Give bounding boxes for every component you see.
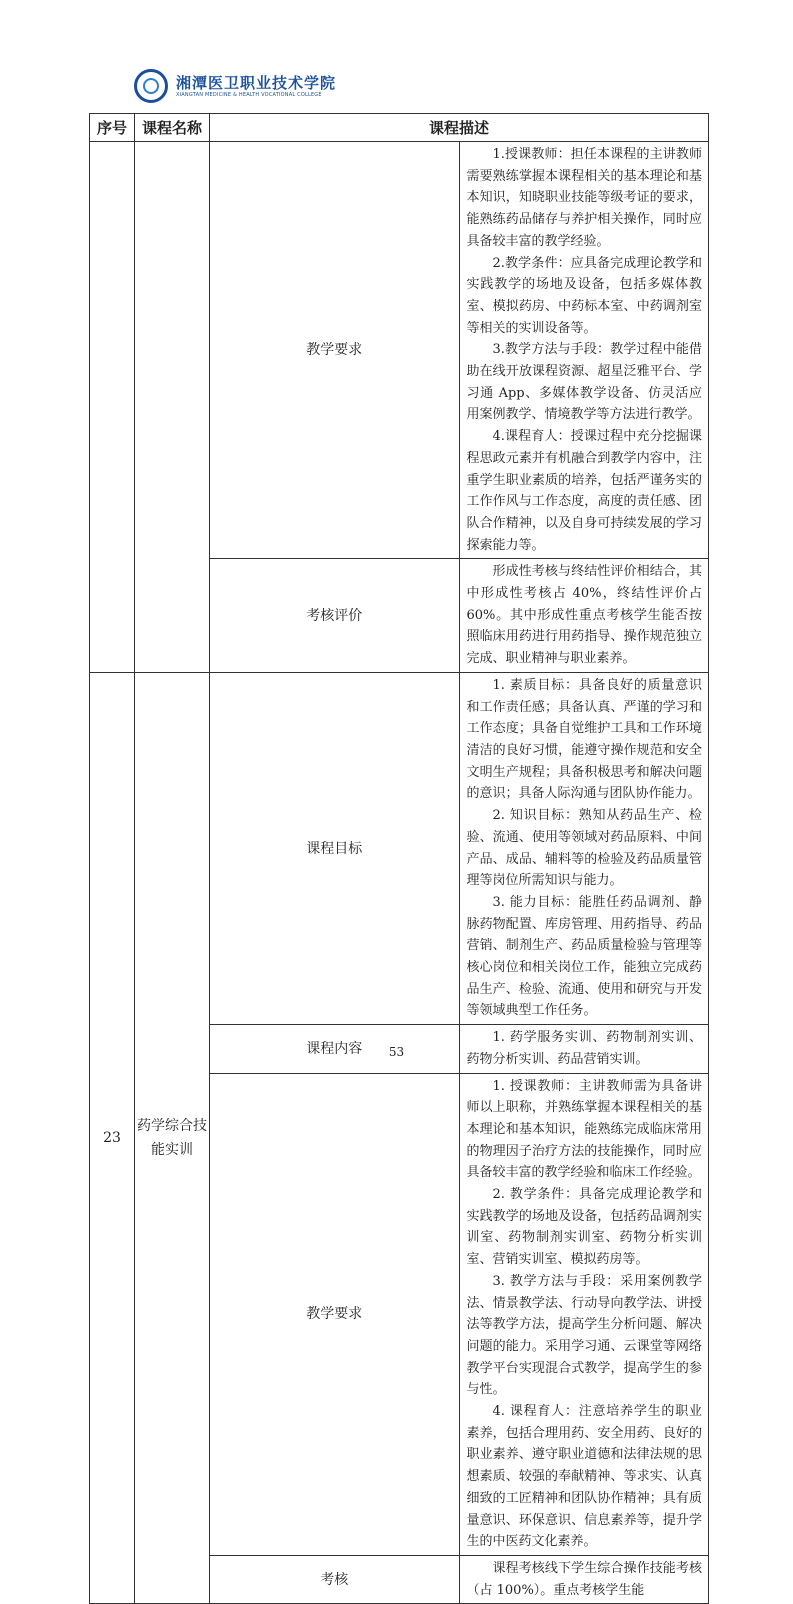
header-desc: 课程描述 <box>210 114 709 142</box>
prev-name-cell <box>135 142 210 673</box>
list-item: 2. 教学条件：具备完成理论教学和实践教学的场地及设备，包括药品调剂实训室、药物制剂实训室、药物分析实训室、营销实训室、模拟药房等。 <box>466 1187 702 1268</box>
course-table <box>89 113 709 1604</box>
table-row <box>90 142 709 559</box>
list-item: 1. 素质目标：具备良好的质量意识和工作责任感；具备认真、严谨的学习和工作态度；具备自觉维护工具和工作环境清洁的良好习惯，能遵守操作规范和安全文明生产规程；具备积极思考和解决问题的意识；具备人际沟通与团队协作能力。 <box>466 677 702 802</box>
course-no: 23 <box>90 672 135 1604</box>
assessment-label: 考核 <box>210 1556 460 1604</box>
header-name: 课程名称 <box>135 114 210 142</box>
course-content: 1. 药学服务实训、药物制剂实训、药物分析实训、药品营销实训。 <box>459 1025 709 1073</box>
list-item: 3. 能力目标：能胜任药品调剂、静脉药物配置、库房管理、用药指导、药品营销、制剂生产、药品质量检验与管理等核心岗位和相关岗位工作，能独立完成药品生产、检验、流通、使用和研究与开发等领域典型工作任务。 <box>466 894 702 1019</box>
prev-teaching-req <box>459 142 709 559</box>
page-header <box>134 66 336 106</box>
list-item: 1.授课教师：担任本课程的主讲教师需要熟练掌握本课程相关的基本理论和基本知识，知晓职业技能等级考证的要求，能熟练药品储存与养护相关操作，同时应具备较丰富的教学经验。 <box>466 147 702 249</box>
list-item: 2. 知识目标：熟知从药品生产、检验、流通、使用等领域对药品原料、中间产品、成品、辅料等的检验及药品质量管理等岗位所需知识与能力。 <box>466 808 702 889</box>
course-name: 药学综合技能实训 <box>135 672 210 1604</box>
assessment: 课程考核线下学生综合操作技能考核（占 100%）。重点考核学生能 <box>459 1556 709 1604</box>
school-name-en: XIANGTAN MEDICINE & HEALTH VOCATIONAL COLLEGE <box>176 92 322 98</box>
table-header-row <box>90 114 709 142</box>
list-item: 2.教学条件：应具备完成理论教学和实践教学的场地及设备，包括多媒体教室、模拟药房、中药标本室、中药调剂室等相关的实训设备等。 <box>466 255 702 336</box>
content-label: 课程内容 <box>210 1025 460 1073</box>
course-goals <box>459 672 709 1024</box>
list-item: 4. 课程育人：注意培养学生的职业素养，包括合理用药、安全用药、良好的职业素养、遵守职业道德和法律法规的思想素质、较强的奉献精神、等求实、认真细致的工匠精神和团队协作精神；具有质量意识、环保意识、信息素养等，提升学生的中医药文化素养。 <box>466 1404 702 1550</box>
list-item: 1. 授课教师：主讲教师需为具备讲师以上职称，并熟练掌握本课程相关的基本理论和基本知识，能熟练完成临床常用的物理因子治疗方法的技能操作，同时应具备较丰富的教学经验和临床工作经验。 <box>466 1078 702 1181</box>
header-no: 序号 <box>90 114 135 142</box>
table-row <box>90 672 709 1024</box>
list-item: 3.教学方法与手段：教学过程中能借助在线开放课程资源、超星泛雅平台、学习通 App、多媒体教学设备、仿灵活应用案例教学、情境教学等方法进行教学。 <box>466 342 702 423</box>
list-item: 4.课程育人：授课过程中充分挖掘课程思政元素并有机融合到教学内容中，注重学生职业素质的培养，包括严谨务实的工作作风与工作态度，高度的责任感、团队合作精神，以及自身可持续发展的学习探索能力等。 <box>466 429 702 553</box>
prev-assessment-label: 考核评价 <box>210 559 460 673</box>
list-item: 3. 教学方法与手段：采用案例教学法、情景教学法、行动导向教学法、讲授法等教学方法，提高学生分析问题、解决问题的能力。采用学习通、云课堂等网络教学平台实现混合式教学，提高学生的参与性。 <box>466 1273 702 1398</box>
page-number: 53 <box>388 1045 405 1059</box>
school-name-block <box>176 74 336 98</box>
school-name: 湘潭医卫职业技术学院 <box>176 74 337 92</box>
teaching-req <box>459 1073 709 1555</box>
teaching-req-label: 教学要求 <box>210 1073 460 1555</box>
school-logo-icon <box>134 69 168 103</box>
prev-teaching-req-label: 教学要求 <box>210 142 460 559</box>
goals-label: 课程目标 <box>210 672 460 1024</box>
prev-assessment: 形成性考核与终结性评价相结合，其中形成性考核占 40%，终结性评价占 60%。其中形成性重点考核学生能否按照临床用药进行用药指导、操作规范独立完成、职业精神与职业素养。 <box>459 559 709 673</box>
prev-no-cell <box>90 142 135 673</box>
